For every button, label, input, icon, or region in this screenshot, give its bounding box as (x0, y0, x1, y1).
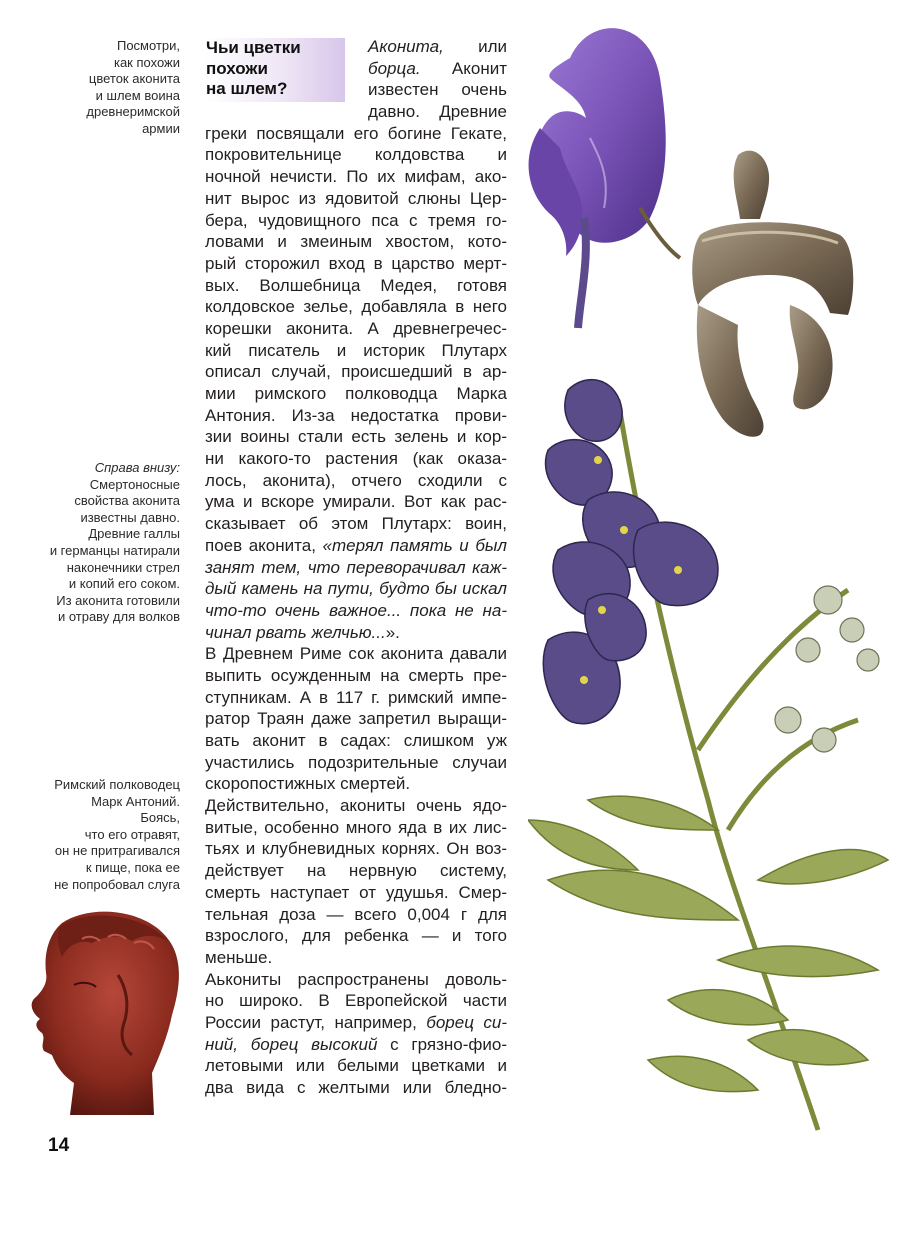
text-line: Аконита, или (368, 37, 507, 56)
text-line: описал случай, происшедший в ар- (205, 362, 507, 382)
text-line: но широко. В Европейской части (205, 991, 507, 1011)
text-line: смерть наступает от удушья. Смер- (205, 882, 507, 902)
caption-line: он не притрагивался (54, 843, 180, 859)
text-line: дый камень на пути, будто бы искал (205, 579, 507, 599)
caption-line: цветок аконита (88, 71, 180, 87)
caption-line: к пище, пока ее (85, 859, 180, 875)
text-line: кий писатель и историк Плутарх (205, 340, 507, 360)
text-line: России растут, например, борец си- (205, 1012, 507, 1032)
text-line: ний, борец высокий с грязно-фио- (205, 1034, 507, 1054)
text-line: меньше. (205, 947, 273, 967)
caption-mark-antony (8, 777, 180, 893)
caption-flower-helmet (8, 38, 180, 138)
text-line: вать аконит в садах: слишком уж (205, 731, 507, 750)
text-line: борца. Аконит (368, 58, 507, 78)
text-line: ратор Траян даже запретил выращи- (205, 709, 507, 729)
caption-line: Марк Антоний. (91, 793, 180, 809)
text-line: что-то очень важное... пока не на- (205, 600, 507, 620)
caption-line: Боясь, (140, 810, 180, 826)
caption-line: не попробовал слуга (54, 876, 180, 892)
text-line: чинал рвать желчью...». (205, 622, 400, 642)
caption-line: и копий его соком. (68, 576, 180, 592)
text-line: вых. Волшебница Медея, готовя (205, 275, 507, 295)
heading-line: похожи (206, 58, 268, 78)
text-line: корешки аконита. А древнегречес- (205, 318, 507, 338)
mark-antony-bust-image (22, 905, 184, 1115)
text-line: ночной нечисти. По их мифам, ако- (205, 167, 507, 187)
text-line: Аькониты распространены доволь- (205, 969, 507, 989)
text-line: В Древнем Риме сок аконита давали (205, 644, 507, 664)
text-line: тельная доза — всего 0,004 г для (205, 904, 507, 924)
aconite-plant-illustration (528, 360, 898, 1140)
text-line: греки посвящали его богине Гекате, (205, 123, 507, 143)
text-line: давно. Древние (368, 102, 507, 122)
caption-line: Из аконита готовили (56, 592, 180, 608)
caption-line: и германцы натирали (49, 542, 180, 558)
text-line: известен очень (368, 80, 507, 100)
text-line: ума и вскоре умирали. Вот как рас- (205, 492, 507, 512)
caption-line: армии (142, 120, 180, 136)
caption-line: и отраву для волков (57, 609, 180, 625)
text-line: витые, особенно много яда в их лис- (205, 817, 507, 837)
caption-line: Римский полководец (54, 777, 180, 792)
text-line: поев аконита, «терял память и был (205, 535, 507, 555)
caption-line: Древние галлы (88, 526, 180, 542)
text-line: взрослого, для ребенка — и того (205, 926, 507, 946)
text-line: ступникам. А в 117 г. римский импе- (205, 687, 507, 707)
text-line: мии римского полководца Марка (205, 384, 507, 403)
text-line: два вида с желтыми или бледно- (205, 1078, 507, 1097)
text-line: нит вырос из ядовитой слюны Цер- (205, 188, 507, 208)
aconite-flower-image (520, 18, 690, 338)
caption-line: Посмотри, (116, 38, 180, 53)
text-line: действует на нервную систему, (205, 861, 507, 881)
caption-line: свойства аконита (74, 493, 180, 509)
text-line: ловами и змеиным хвостом, кото- (205, 232, 507, 252)
text-line: зии воины стали есть зелень и кор- (205, 427, 507, 447)
caption-line: что его отравят, (84, 826, 180, 842)
text-line: скоропостижных смертей. (205, 774, 411, 794)
text-line: покровительнице колдовства и (205, 145, 507, 165)
text-line: лось, аконита), отчего сходили с (205, 470, 507, 490)
text-line: бера, чудовищного пса с тремя го- (205, 210, 507, 230)
text-line: Антония. Из-за недостатка прови- (205, 405, 507, 425)
caption-line: известны давно. (80, 509, 180, 525)
text-line: участились подозрительные случаи (205, 752, 507, 772)
text-line: выпить осужденным на смерть пре- (205, 665, 507, 685)
body-text (205, 36, 507, 1099)
text-line: летовыми или белыми цветками и (205, 1056, 507, 1076)
caption-line: Смертоносные (89, 476, 180, 492)
heading-line: на шлем? (206, 79, 288, 98)
text-line: сказывает об этом Плутарх: воин, (205, 514, 507, 534)
caption-line: и шлем воина (95, 87, 180, 103)
page-number: 14 (48, 1135, 70, 1156)
text-line: занят тем, что переворачивал каж- (205, 557, 507, 577)
caption-line: древнеримской (86, 104, 180, 120)
caption-line: наконечники стрел (66, 559, 180, 575)
text-line: тьях и клубневидных корнях. Он воз- (205, 839, 507, 859)
text-line: колдовское зелье, добавляла в него (205, 297, 507, 317)
text-line: рый сторожил вход в царство мерт- (205, 253, 507, 273)
caption-line: как похожи (113, 54, 180, 70)
heading-line: Чьи цветки (206, 38, 301, 57)
text-line: Действительно, акониты очень ядо- (205, 796, 507, 816)
caption-aconite-plant (8, 460, 180, 626)
caption-title: Справа внизу: (94, 460, 180, 475)
text-line: ни какого-то растения (как оказа- (205, 449, 507, 469)
